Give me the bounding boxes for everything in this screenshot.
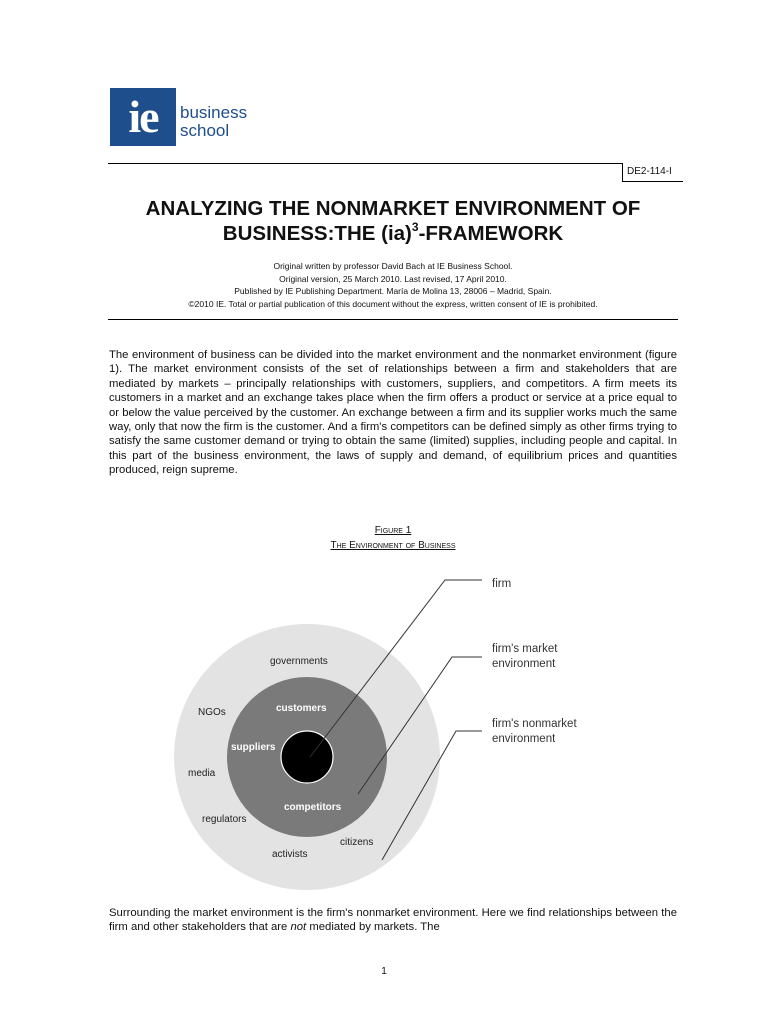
publication-info [100, 260, 686, 310]
logo-word-business: business [180, 103, 248, 122]
label-competitors: competitors [284, 802, 342, 813]
label-media: media [188, 768, 216, 779]
label-ngos: NGOs [198, 707, 226, 718]
document-code: DE2-114-I [622, 163, 683, 182]
firm-core [281, 731, 333, 783]
callout-label-nonmarket-2: environment [492, 733, 556, 745]
logo-word-school: school [180, 121, 230, 140]
document-title [100, 196, 686, 246]
label-suppliers: suppliers [231, 742, 276, 753]
meta-copyright: ©2010 IE. Total or partial publication of this document without the express, written consent of IE is prohibited. [188, 298, 598, 309]
callout-label-market-2: environment [492, 658, 556, 670]
page-number: 1 [381, 966, 387, 977]
title-line-1: ANALYZING THE NONMARKET ENVIRONMENT OF [145, 197, 641, 220]
logo-mark: ie [110, 88, 176, 146]
label-activists: activists [272, 849, 308, 860]
figure-title: The Environment of Business [330, 540, 456, 551]
label-regulators: regulators [202, 814, 247, 825]
meta-author: Original written by professor David Bach at IE Business School. [273, 261, 513, 271]
body-paragraph-2: Surrounding the market environment is the firm's nonmarket environment. Here we find relationships between the firm and other stakeholders that are not mediated by markets. The [109, 907, 677, 934]
header-rule [108, 163, 622, 164]
label-customers: customers [276, 703, 327, 714]
meta-publisher: Published by IE Publishing Department. María de Molina 13, 28006 – Madrid, Spain. [234, 286, 552, 296]
figure-number: Figure 1 [374, 525, 412, 536]
callout-label-firm: firm [492, 578, 512, 590]
section-rule [108, 319, 678, 320]
ie-business-school-logo [108, 86, 258, 150]
title-line-2: BUSINESS:THE (ia)$^3$-FRAMEWORK [222, 220, 564, 245]
meta-version: Original version, 25 March 2010. Last revised, 17 April 2010. [279, 273, 507, 284]
label-citizens: citizens [340, 837, 374, 848]
callout-label-market-1: firm's market [492, 643, 558, 655]
label-governments: governments [270, 656, 328, 667]
body-paragraph-1: The environment of business can be divided into the market environment and the nonmarket environment (figure 1). The market environment consists of the set of relationships between a firm and stakeholders that are mediated by markets – principally relationships with customers, suppliers, and competitors. A firm meets its customers in a market and an exchange takes place when the firm offers a product or service at a price equal to or below the value perceived by the customer. An exchange between a firm and its supplier works much the same way, only that now the firm is the customer. And a firm's competitors can be defined simply as other firms trying to satisfy the same customer demand or trying to obtain the same (limited) supplies, including people and capital. In this part of the business environment, the laws of supply and demand, of equilibrium prices and quantities produced, reign supreme. [109, 349, 677, 477]
callout-label-nonmarket-1: firm's nonmarket [492, 718, 577, 730]
environment-diagram [160, 560, 640, 900]
